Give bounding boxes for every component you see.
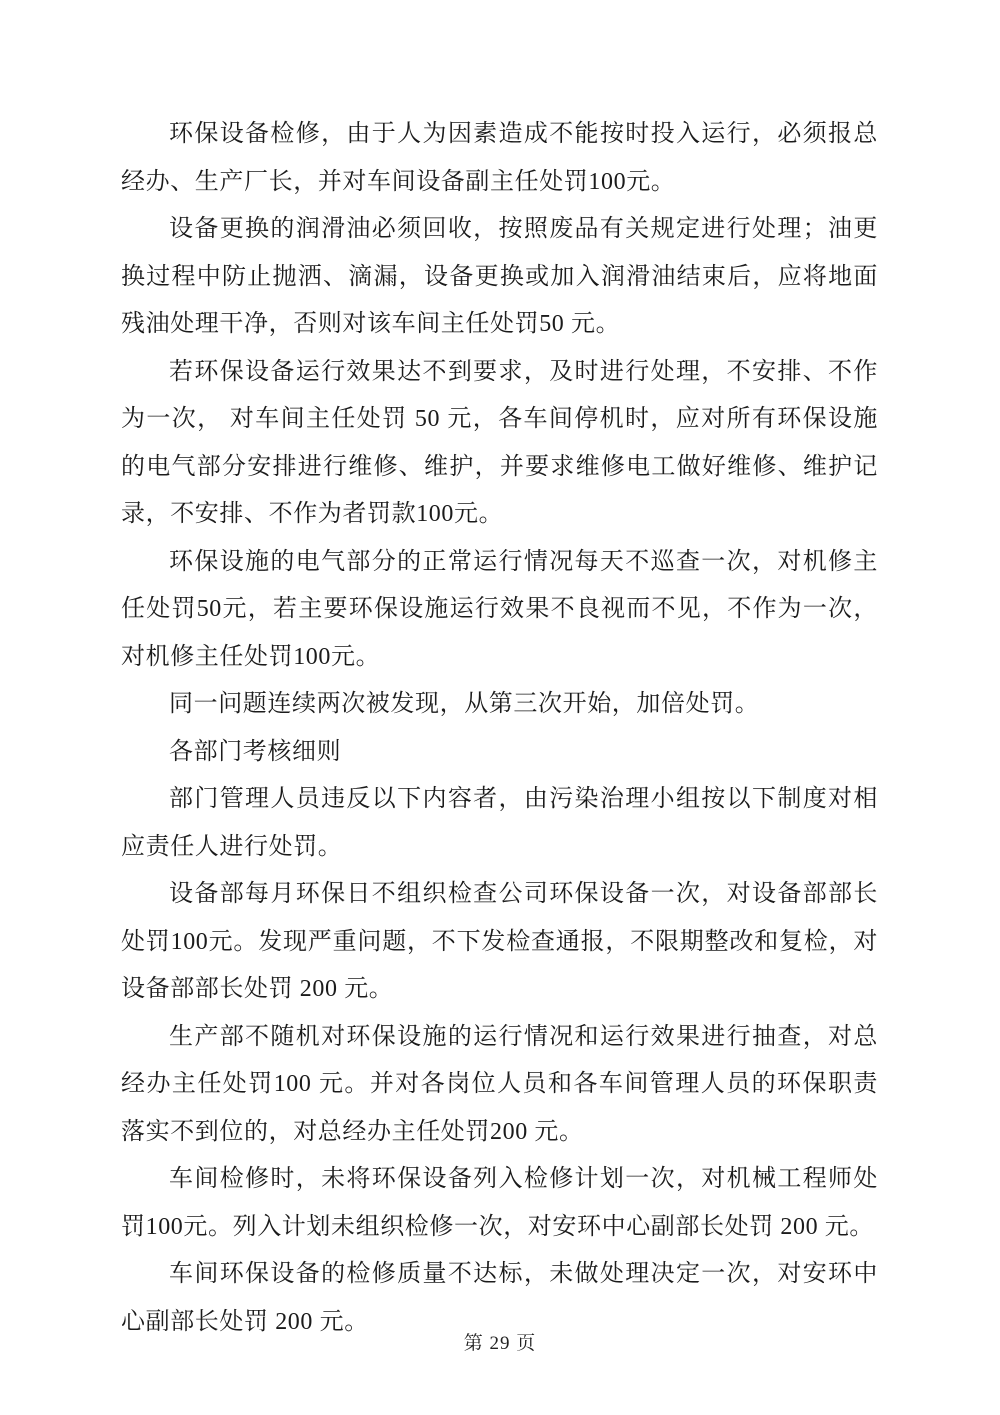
paragraph: 设备更换的润滑油必须回收，按照废品有关规定进行处理；油更换过程中防止抛洒、滴漏，设备更换或加入润滑油结束后，应将地面残油处理干净，否则对该车间主任处罚50 元。	[121, 216, 878, 337]
paragraph: 部门管理人员违反以下内容者，由污染治理小组按以下制度对相应责任人进行处罚。	[121, 786, 878, 860]
paragraph: 环保设施的电气部分的正常运行情况每天不巡查一次，对机修主任处罚50元，若主要环保设施运行效果不良视而不见，不作为一次，对机修主任处罚100元。	[121, 548, 878, 670]
document-body	[121, 111, 878, 1346]
paragraph: 车间环保设备的检修质量不达标，未做处理决定一次，对安环中心副部长处罚 200 元。	[121, 1261, 878, 1335]
paragraph: 同一问题连续两次被发现，从第三次开始，加倍处罚。	[169, 691, 760, 717]
section-heading-paragraph: 各部门考核细则	[169, 738, 342, 765]
paragraph: 生产部不随机对环保设施的运行情况和运行效果进行抽查，对总经办主任处罚100 元。并对各岗位人员和各车间管理人员的环保职责落实不到位的，对总经办主任处罚200 元。	[121, 1023, 878, 1145]
paragraph: 设备部每月环保日不组织检查公司环保设备一次，对设备部部长处罚100元。发现严重问题，不下发检查通报，不限期整改和复检，对设备部部长处罚 200 元。	[121, 881, 878, 1002]
paragraph: 车间检修时，未将环保设备列入检修计划一次，对机械工程师处罚100元。列入计划未组织检修一次，对安环中心副部长处罚 200 元。	[121, 1166, 878, 1240]
paragraph: 环保设备检修，由于人为因素造成不能按时投入运行，必须报总经办、生产厂长，并对车间设备副主任处罚100元。	[121, 121, 878, 195]
paragraph: 若环保设备运行效果达不到要求，及时进行处理，不安排、不作为一次， 对车间主任处罚 50 元，各车间停机时，应对所有环保设施的电气部分安排进行维修、维护，并要求维修电工做好维修、维护记录，不安排、不作为者罚款100元。	[121, 358, 878, 527]
page-number: 第 29 页	[463, 1333, 537, 1354]
